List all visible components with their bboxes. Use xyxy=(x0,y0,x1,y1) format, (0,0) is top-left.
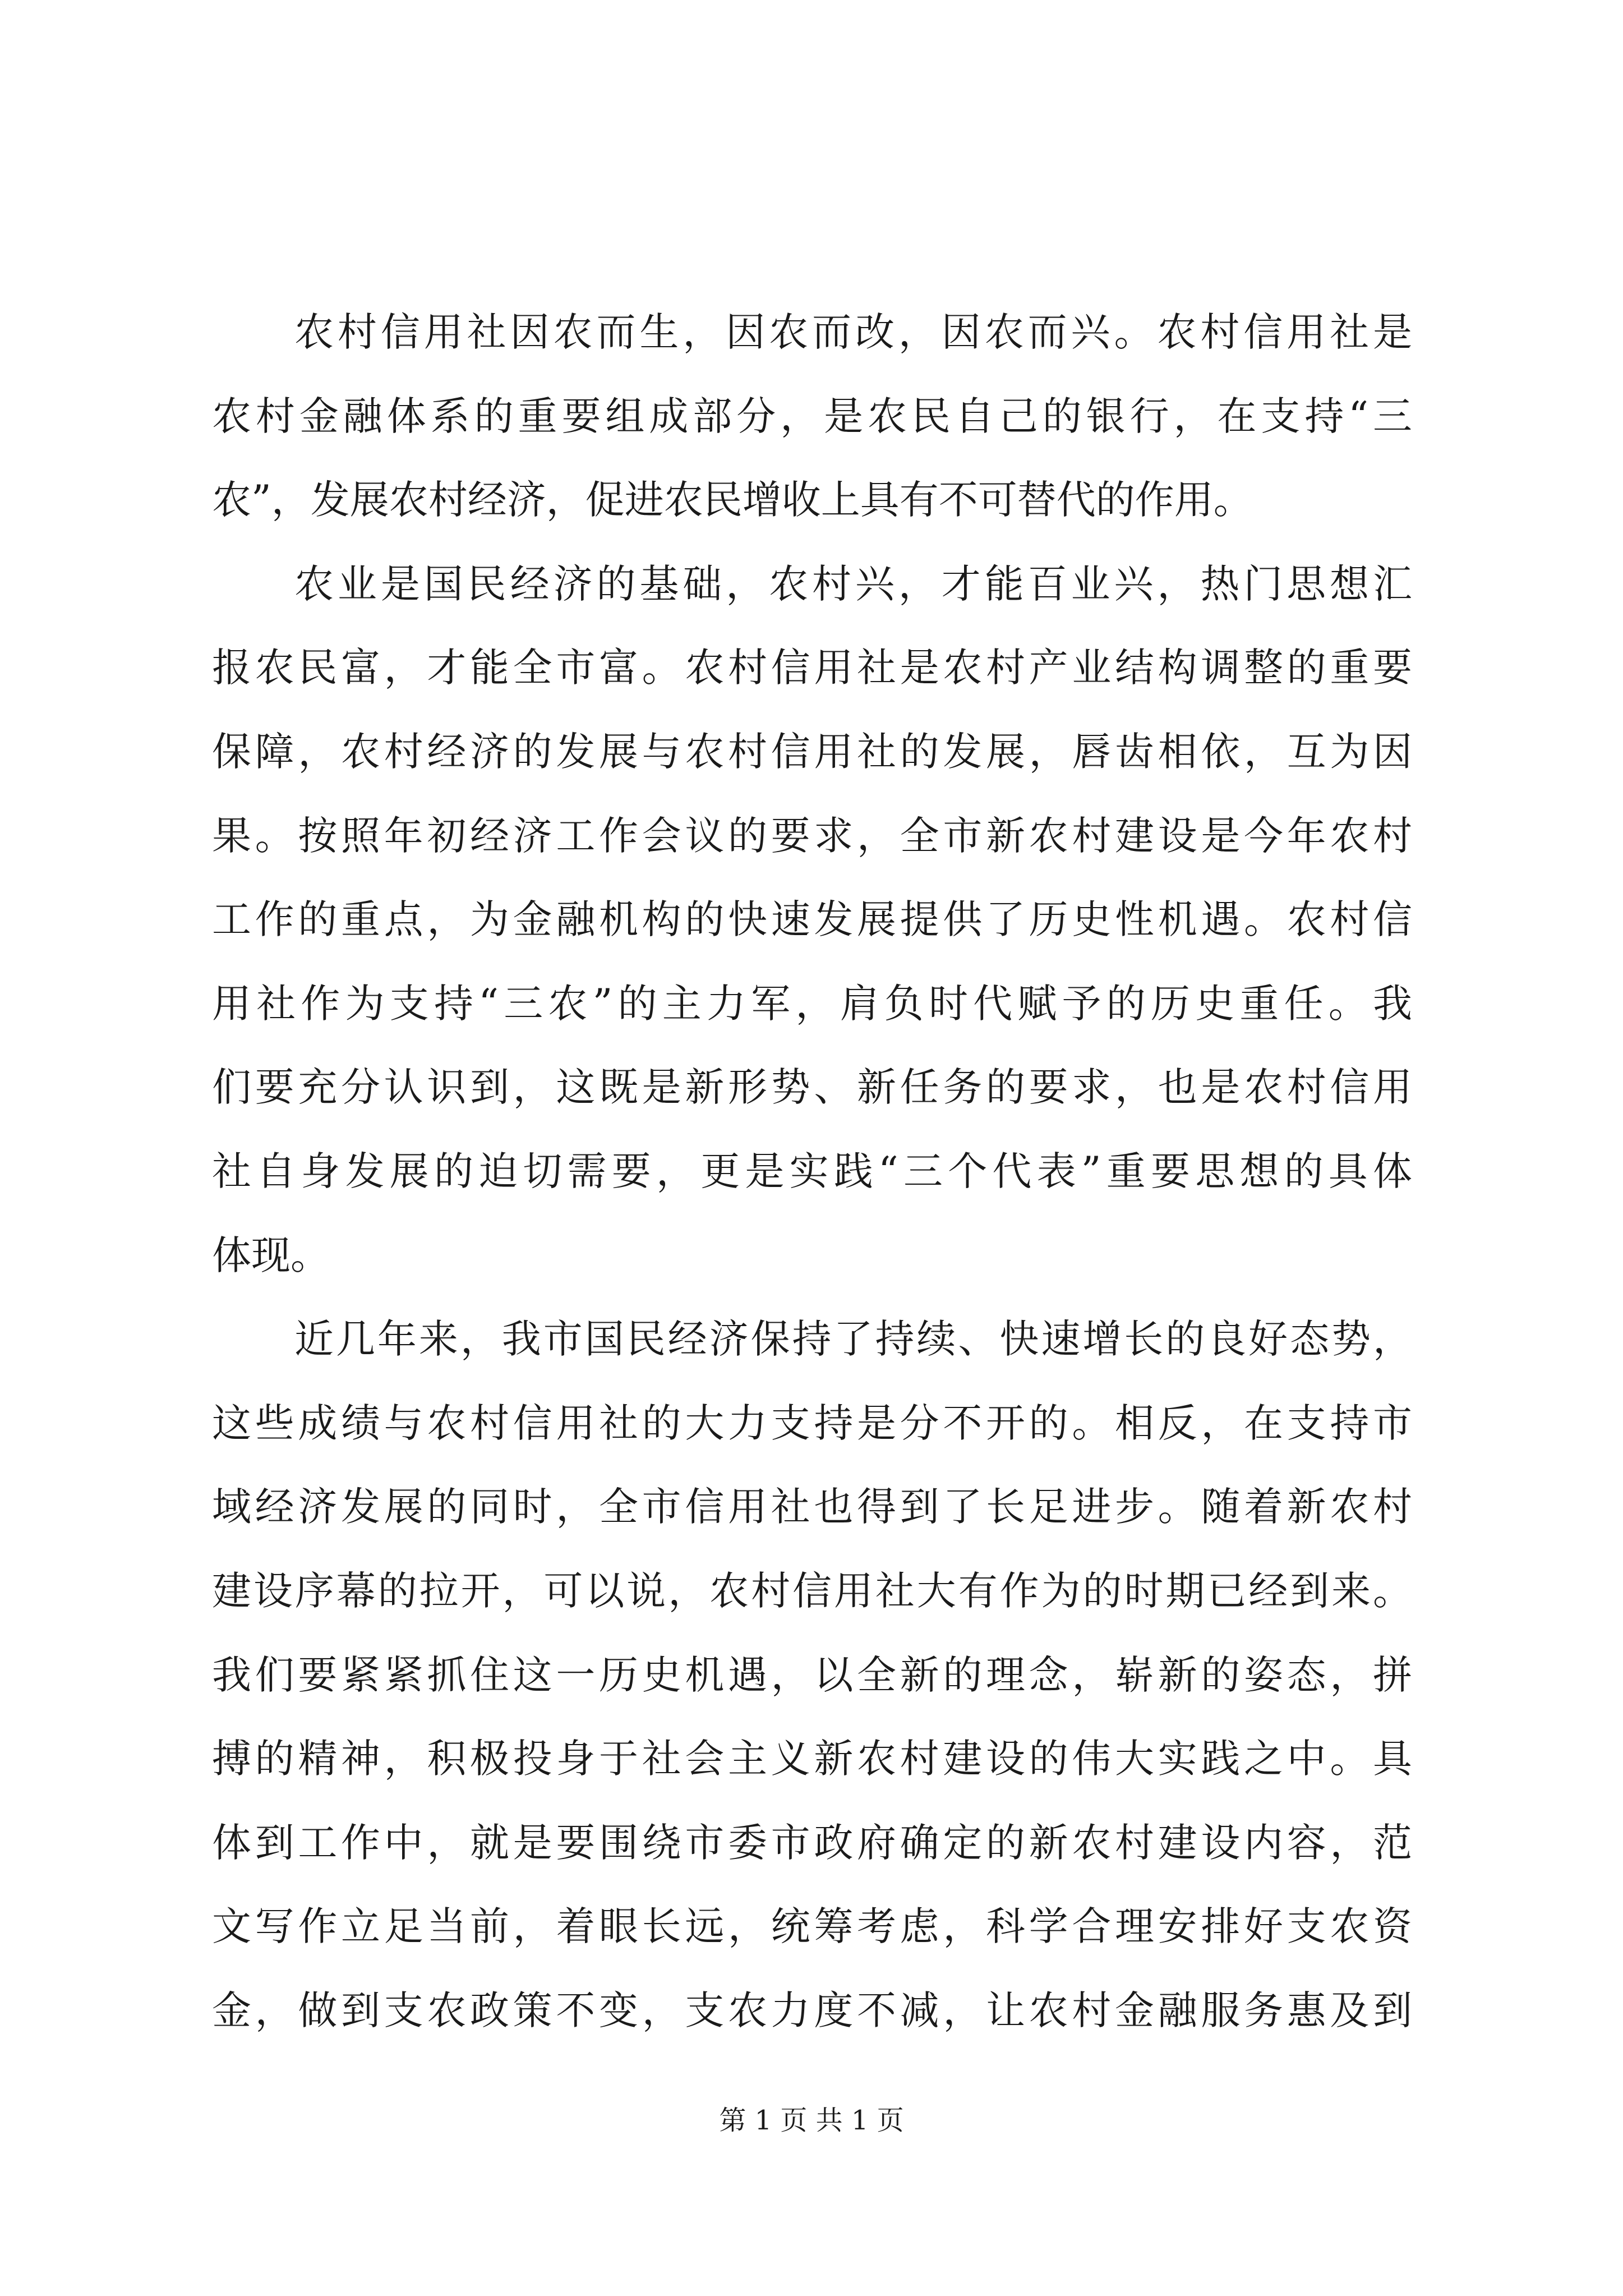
text-line: 域经济发展的同时，全市信用社也得到了长足进步。随着新农村 xyxy=(212,1484,1412,1530)
text-line: 体到工作中，就是要围绕市委市政府确定的新农村建设内容，范 xyxy=(212,1819,1412,1866)
text-line: 体现。 xyxy=(212,1232,330,1278)
text-line: 农村金融体系的重要组成部分，是农民自己的银行，在支持“三 xyxy=(212,393,1412,439)
text-line: 工作的重点，为金融机构的快速发展提供了历史性机遇。农村信 xyxy=(212,896,1412,943)
text-line: 金，做到支农政策不变，支农力度不减，让农村金融服务惠及到 xyxy=(212,1987,1412,2033)
text-line: 果。按照年初经济工作会议的要求，全市新农村建设是今年农村 xyxy=(212,812,1412,859)
text-line: 近几年来，我市国民经济保持了持续、快速增长的良好态势， xyxy=(294,1316,1412,1363)
text-line: 保障，农村经济的发展与农村信用社的发展，唇齿相依，互为因 xyxy=(212,728,1412,775)
text-line: 我们要紧紧抓住这一历史机遇，以全新的理念，崭新的姿态，拼 xyxy=(212,1651,1412,1698)
text-line: 农业是国民经济的基础，农村兴，才能百业兴，热门思想汇 xyxy=(294,560,1412,607)
text-line: 们要充分认识到，这既是新形势、新任务的要求，也是农村信用 xyxy=(212,1064,1412,1111)
text-line: 搏的精神，积极投身于社会主义新农村建设的伟大实践之中。具 xyxy=(212,1736,1412,1782)
text-line: 报农民富，才能全市富。农村信用社是农村产业结构调整的重要 xyxy=(212,645,1412,691)
text-line: 社自身发展的迫切需要，更是实践“三个代表”重要思想的具体 xyxy=(212,1148,1412,1194)
text-line: 用社作为支持“三农”的主力军，肩负时代赋予的历史重任。我 xyxy=(212,980,1412,1027)
text-line: 建设序幕的拉开，可以说，农村信用社大有作为的时期已经到来。 xyxy=(212,1567,1412,1614)
page-footer xyxy=(0,2104,1623,2137)
text-line: 文写作立足当前，着眼长远，统筹考虑，科学合理安排好支农资 xyxy=(212,1903,1412,1950)
text-line: 农”，发展农村经济，促进农民增收上具有不可替代的作用。 xyxy=(212,477,1253,523)
document-body xyxy=(212,291,1412,2053)
text-line: 农村信用社因农而生，因农而改，因农而兴。农村信用社是 xyxy=(294,309,1412,355)
text-line: 这些成绩与农村信用社的大力支持是分不开的。相反，在支持市 xyxy=(212,1400,1412,1446)
page-number-label: 第 1 页 共 1 页 xyxy=(719,2105,904,2136)
